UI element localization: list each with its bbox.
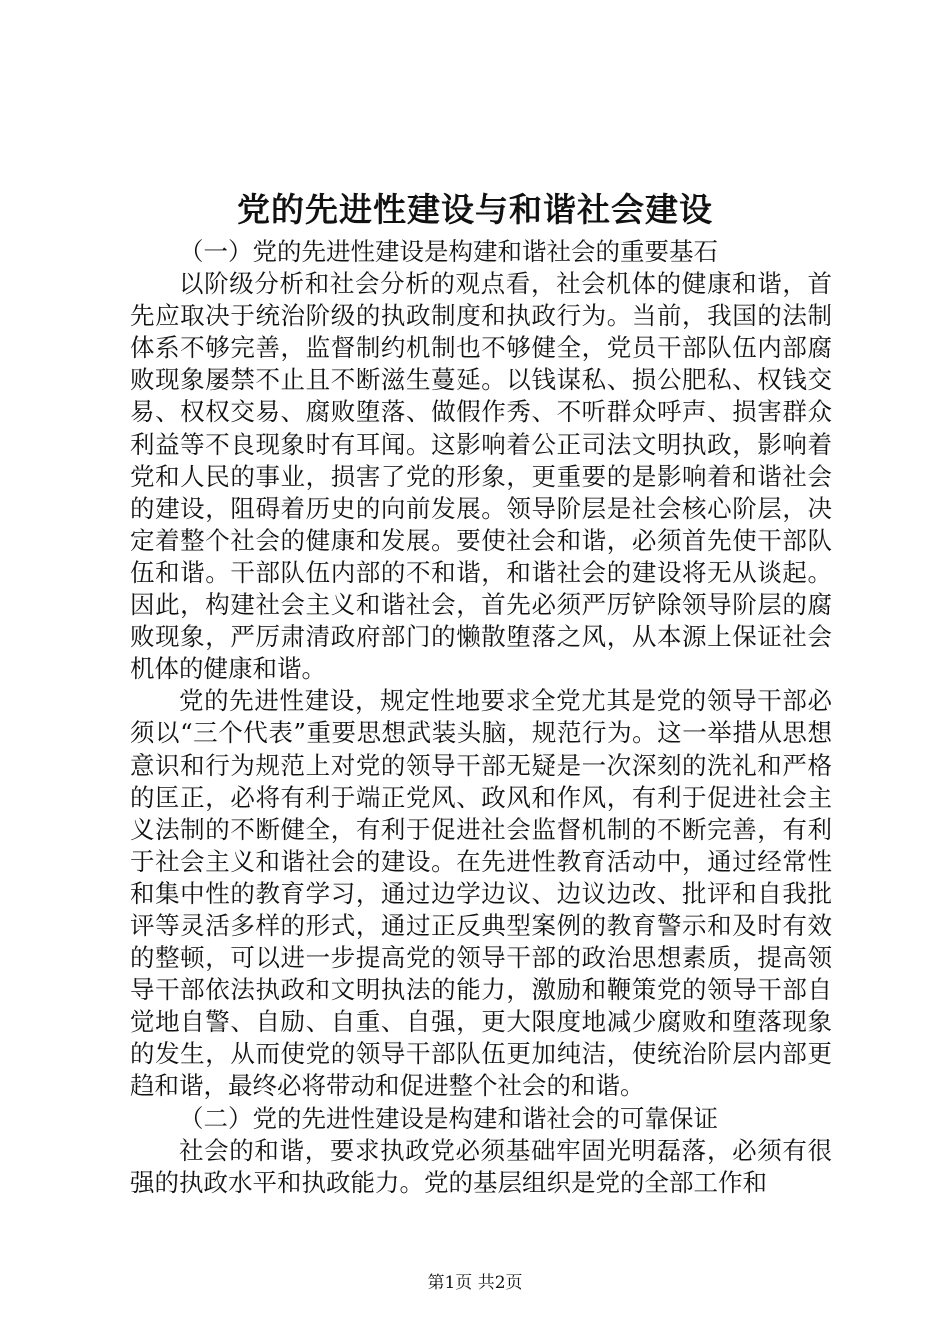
document-body xyxy=(130,236,832,1199)
section-heading-1: （一）党的先进性建设是构建和谐社会的重要基石 xyxy=(179,237,718,266)
section-heading-2: （二）党的先进性建设是构建和谐社会的可靠保证 xyxy=(179,1103,718,1133)
document-title: 党的先进性建设与和谐社会建设 xyxy=(237,190,713,229)
paragraph-3: 社会的和谐，要求执政党必须基础牢固光明磊落，必须有很强的执政水平和执政能力。党的基层组织是党的全部工作和 xyxy=(130,1135,832,1197)
page-footer: 第1页 共2页 xyxy=(427,1273,523,1293)
paragraph-1: 以阶级分析和社会分析的观点看，社会机体的健康和谐，首先应取决于统治阶级的执政制度和执政行为。当前，我国的法制体系不够完善，监督制约机制也不够健全，党员干部队伍内部腐败现象屡禁不止且不断滋生蔓延。以钱谋私、损公肥私、权钱交易、权权交易、腐败堕落、做假作秀、不听群众呼声、损害群众利益等不良现象时有耳闻。这影响着公正司法文明执政，影响着党和人民的事业，损害了党的形象，更重要的是影响着和谐社会的建设，阻碍着历史的向前发展。领导阶层是社会核心阶层，决定着整个社会的健康和发展。要使社会和谐，必须首先使干部队伍和谐。干部队伍内部的不和谐，和谐社会的建设将无从谈起。因此，构建社会主义和谐社会，首先必须严厉铲除领导阶层的腐败现象，严厉肃清政府部门的懒散堕落之风，从本源上保证社会机体的健康和谐。 xyxy=(130,269,832,684)
paragraph-2: 党的先进性建设，规定性地要求全党尤其是党的领导干部必须以“三个代表”重要思想武装头脑，规范行为。这一举措从思想意识和行为规范上对党的领导干部无疑是一次深刻的洗礼和严格的匡正，必将有利于端正党风、政风和作风，有利于促进社会主义法制的不断健全，有利于促进社会监督机制的不断完善，有利于社会主义和谐社会的建设。在先进性教育活动中，通过经常性和集中性的教育学习，通过边学边议、边议边改、批评和自我批评等灵活多样的形式，通过正反典型案例的教育警示和及时有效的整顿，可以进一步提高党的领导干部的政治思想素质，提高领导干部依法执政和文明执法的能力，激励和鞭策党的领导干部自觉地自警、自励、自重、自强，更大限度地减少腐败和堕落现象的发生，从而使党的领导干部队伍更加纯洁，使统治阶层内部更趋和谐，最终必将带动和促进整个社会的和谐。 xyxy=(130,686,832,1101)
